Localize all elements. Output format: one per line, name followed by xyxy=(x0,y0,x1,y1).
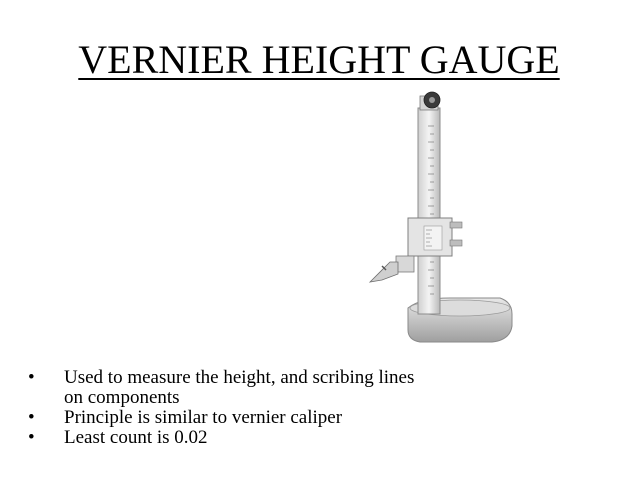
bullet-symbol: • xyxy=(28,407,35,428)
list-item xyxy=(24,428,624,448)
bullet-text-continuation: on components xyxy=(64,387,180,408)
list-item xyxy=(24,408,624,428)
bullet-symbol: • xyxy=(28,427,35,448)
vernier-height-gauge-icon xyxy=(360,86,520,354)
bullet-text: Least count is 0.02 xyxy=(64,427,208,448)
bullet-text: Used to measure the height, and scribing lines xyxy=(64,367,415,388)
list-item xyxy=(24,368,624,408)
bullet-symbol: • xyxy=(28,367,35,388)
bullet-text: Principle is similar to vernier caliper xyxy=(64,407,343,428)
bullet-list xyxy=(24,368,624,448)
slide-title: VERNIER HEIGHT GAUGE xyxy=(78,37,560,82)
